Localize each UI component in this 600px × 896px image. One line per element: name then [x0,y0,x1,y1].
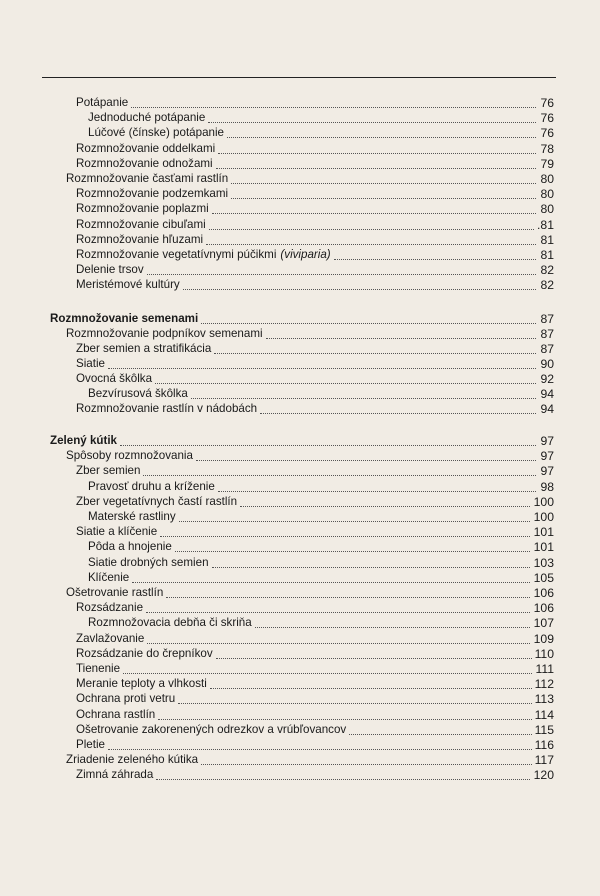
toc-entry-page: 80 [537,202,554,216]
toc-entry-title: Ochrana proti vetru [76,692,176,706]
toc-entry-title: Materské rastliny [88,510,176,523]
dot-leader [266,324,552,339]
toc-entry-page: 116 [532,738,554,752]
toc-entry-page: 81 [537,233,554,247]
toc-entry-title: Delenie trsov [76,263,144,277]
toc-entry-page: 97 [537,449,554,463]
dot-leader [255,613,552,628]
toc-entry-title: Meristémové kultúry [76,278,180,292]
toc-entry-title: Zber vegetatívnych častí rastlín [76,494,238,508]
toc-entry-title: Zelený kútik [50,434,118,447]
toc-entry-page: 101 [531,540,554,554]
dot-leader [147,260,552,275]
toc-entry-page: 76 [537,96,554,110]
dot-leader [179,507,552,522]
toc-entry-title: Rozmnožovanie odnožami [76,156,213,170]
toc-entry-title: Rozmnožovanie oddelkami [76,141,216,155]
toc-entry-title: Jednoduché potápanie [88,111,206,125]
toc-entry-page: 107 [531,616,554,630]
toc-entry-title: Ošetrovanie rastlín [66,586,164,599]
toc-entry-title: Rozmnožovanie hľuzami [76,232,204,246]
toc-entry-title: Klíčenie [88,570,130,584]
dot-leader [158,705,552,720]
toc-entry-page: 105 [531,571,554,585]
toc-entry-page: 97 [537,434,554,448]
toc-entry-title: Potápanie [76,96,129,109]
toc-entry-page: 94 [537,402,554,416]
dot-leader [218,477,552,492]
toc-entry-page: 111 [532,662,554,676]
toc-entry-page: 90 [537,357,554,371]
dot-leader [175,537,552,552]
dot-leader [208,108,552,123]
toc-entry-title: Pôda a hnojenie [88,540,172,554]
toc-entry-page: 87 [537,342,554,356]
toc-entry-title: Siatie [76,357,106,370]
toc-entry-page: 114 [532,708,554,722]
toc-entry-page: 113 [532,692,554,706]
toc-entry-title-suffix: (viviparia) [280,248,331,261]
dot-leader [123,659,552,674]
toc-entry-title: Zavlažovanie [76,631,145,645]
toc-entry-page: 115 [532,723,554,737]
toc-entry-title: Zimná záhrada [76,768,154,782]
toc-entry-title: Zriadenie zeleného kútika [66,753,199,767]
toc-entry-page: 81 [537,248,554,262]
toc-entry-title: Rozmnožovanie poplazmi [76,202,209,216]
dot-leader [156,765,552,780]
toc-entry-title: Rozmnožovacia debňa či skriňa [88,616,252,630]
toc-entry-title: Spôsoby rozmnožovania [66,449,193,463]
toc-entry-page: 106 [531,586,554,600]
dot-leader [218,139,552,154]
toc-entry-page: 76 [537,111,554,125]
dot-leader [334,245,552,260]
toc-entry-title: Pravosť druhu a kríženie [88,479,215,493]
dot-leader [132,568,552,583]
toc-entry-page: 82 [537,278,554,292]
toc-entry-title: Ochrana rastlín [76,707,156,721]
toc-entry-title: Rozsádzanie [76,601,144,615]
dot-leader [191,384,552,399]
toc-entry-title: Rozmnožovanie semenami [50,312,199,325]
toc-entry-title: Siatie a klíčenie [76,525,158,539]
toc-entry-title: Rozmnožovanie podpníkov semenami [66,327,263,340]
dot-leader [231,169,552,184]
toc-entry-title: Lúčové (čínske) potápanie [88,126,224,140]
dot-leader [183,275,552,290]
dot-leader [206,230,552,245]
toc-entry-page: 112 [532,677,554,691]
toc-entry-page: 120 [531,768,554,782]
toc-entry-title: Siatie drobných semien [88,555,209,569]
toc-entry-title: Rozmnožovanie cibuľami [76,217,206,231]
dot-leader [216,154,552,169]
toc-entry [76,276,554,292]
toc-entry-page: 117 [532,753,554,767]
toc-entry [76,766,554,782]
toc-entry-page: 82 [537,263,554,277]
dot-leader [214,339,552,354]
toc-entry-page: 109 [531,632,554,646]
toc-entry-title: Bezvírusová škôlka [88,387,188,400]
dot-leader [231,184,552,199]
dot-leader [227,123,552,138]
toc-entry-title: Meranie teploty a vlhkosti [76,677,207,691]
toc-entry-title: Ovocná škôlka [76,372,153,385]
dot-leader [260,399,552,414]
dot-leader [160,522,552,537]
toc-entry [76,400,554,416]
toc-entry-page: 103 [531,556,554,570]
toc-entry-page: 97 [537,464,554,478]
toc-entry-page: .81 [534,218,554,232]
dot-leader [108,735,552,750]
toc-entry-page: 94 [537,387,554,401]
toc-entry-page: 80 [537,172,554,186]
toc-entry-page: 87 [537,327,554,341]
dot-leader [120,431,552,446]
toc-entry-page: 80 [537,187,554,201]
dot-leader [146,598,552,613]
dot-leader [240,492,552,507]
dot-leader [216,644,552,659]
toc-entry-page: 78 [537,142,554,156]
toc-entry-page: 101 [531,525,554,539]
dot-leader [178,689,552,704]
toc-entry-title: Rozmnožovanie rastlín v nádobách [76,402,258,415]
toc-entry-page: 76 [537,126,554,140]
toc-entry-title: Ošetrovanie zakorenených odrezkov a vrúbľovancov [76,722,347,736]
toc-entry-page: 100 [531,510,554,524]
toc-entry-page: 87 [537,312,554,326]
dot-leader [143,461,552,476]
dot-leader [196,446,552,461]
dot-leader [210,674,552,689]
toc-entry-title: Rozmnožovanie časťami rastlín [66,172,229,185]
dot-leader [131,93,552,108]
dot-leader [201,750,552,765]
toc-entry-title: Rozsádzanie do črepníkov [76,646,213,660]
dot-leader [212,199,552,214]
toc-entry-title: Zber semien [76,464,141,478]
dot-leader [155,369,552,384]
dot-leader [209,215,552,230]
toc-entry-title: Tienenie [76,662,121,675]
toc-entry-page: 110 [532,647,554,661]
toc-entry-page: 79 [537,157,554,171]
toc-entry-page: 106 [531,601,554,615]
toc-entry-title: Rozmnožovanie vegetatívnymi púčikmi [76,248,277,261]
dot-leader [166,583,552,598]
dot-leader [212,553,552,568]
toc-entry-page: 98 [537,480,554,494]
toc-entry-page: 92 [537,372,554,386]
dot-leader [147,629,552,644]
dot-leader [349,720,552,735]
toc-entry-page: 100 [531,495,554,509]
toc-entry-title: Pletie [76,738,106,751]
toc-entry-title: Rozmnožovanie podzemkami [76,187,229,201]
dot-leader [108,354,552,369]
dot-leader [201,309,552,324]
toc-entry-title: Zber semien a stratifikácia [76,342,212,355]
